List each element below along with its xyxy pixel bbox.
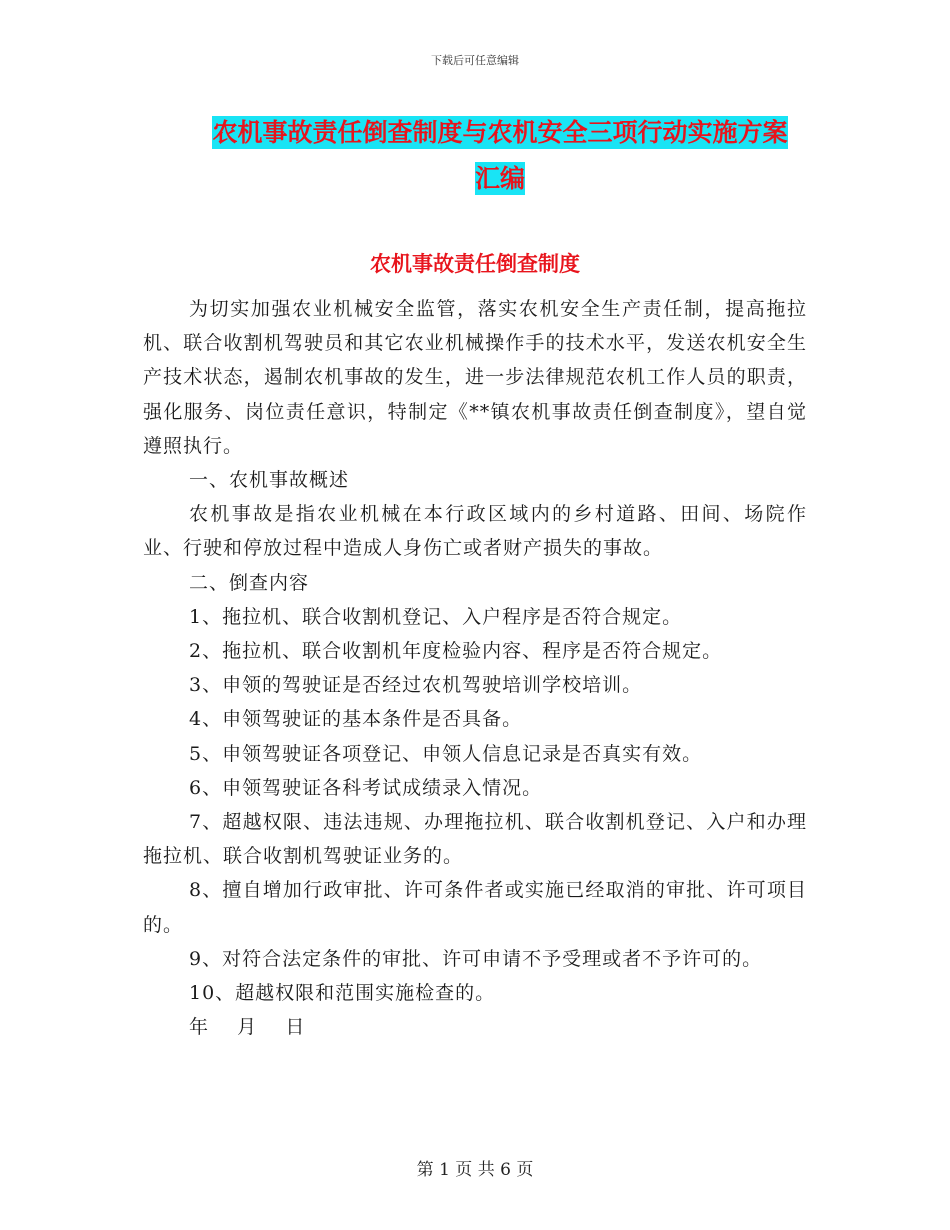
document-title-line1: 农机事故责任倒查制度与农机安全三项行动实施方案 (212, 118, 788, 147)
header-note: 下载后可任意编辑 (431, 54, 519, 67)
list-item: 7、超越权限、违法违规、办理拖拉机、联合收割机登记、入户和办理拖拉机、联合收割机驾驶证业务的。 (143, 811, 807, 868)
document-title-line2: 汇编 (474, 164, 525, 193)
date-line: 年 月 日 (189, 1016, 306, 1039)
heading-review-content: 二、倒查内容 (189, 571, 310, 594)
heading-overview: 一、农机事故概述 (189, 469, 350, 492)
page-number: 第 1 页 共 6 页 (416, 1160, 534, 1180)
list-item: 4、申领驾驶证的基本条件是否具备。 (189, 708, 523, 731)
document-title (190, 110, 810, 202)
section-title: 农机事故责任倒查制度 (370, 252, 580, 276)
list-item: 2、拖拉机、联合收割机年度检验内容、程序是否符合规定。 (189, 640, 723, 663)
paragraph-definition: 农机事故是指农业机械在本行政区域内的乡村道路、田间、场院作业、行驶和停放过程中造成人身伤亡或者财产损失的事故。 (143, 503, 807, 560)
list-item: 9、对符合法定条件的审批、许可申请不予受理或者不予许可的。 (189, 947, 763, 970)
list-item: 8、擅自增加行政审批、许可条件者或实施已经取消的审批、许可项目的。 (143, 879, 807, 936)
document-body (143, 292, 807, 1044)
list-item: 10、超越权限和范围实施检查的。 (189, 982, 496, 1005)
list-item: 3、申领的驾驶证是否经过农机驾驶培训学校培训。 (189, 674, 643, 697)
list-item: 5、申领驾驶证各项登记、申领人信息记录是否真实有效。 (189, 742, 703, 765)
list-item: 1、拖拉机、联合收割机登记、入户程序是否符合规定。 (189, 605, 683, 628)
list-item: 6、申领驾驶证各科考试成绩录入情况。 (189, 776, 543, 799)
paragraph-intro: 为切实加强农业机械安全监管，落实农机安全生产责任制，提高拖拉机、联合收割机驾驶员和其它农业机械操作手的技术水平，发送农机安全生产技术状态，遏制农机事故的发生，进一步法律规范农机工作人员的职责，强化服务、岗位责任意识，特制定《**镇农机事故责任倒查制度》，望自觉遵照执行。 (143, 298, 807, 457)
